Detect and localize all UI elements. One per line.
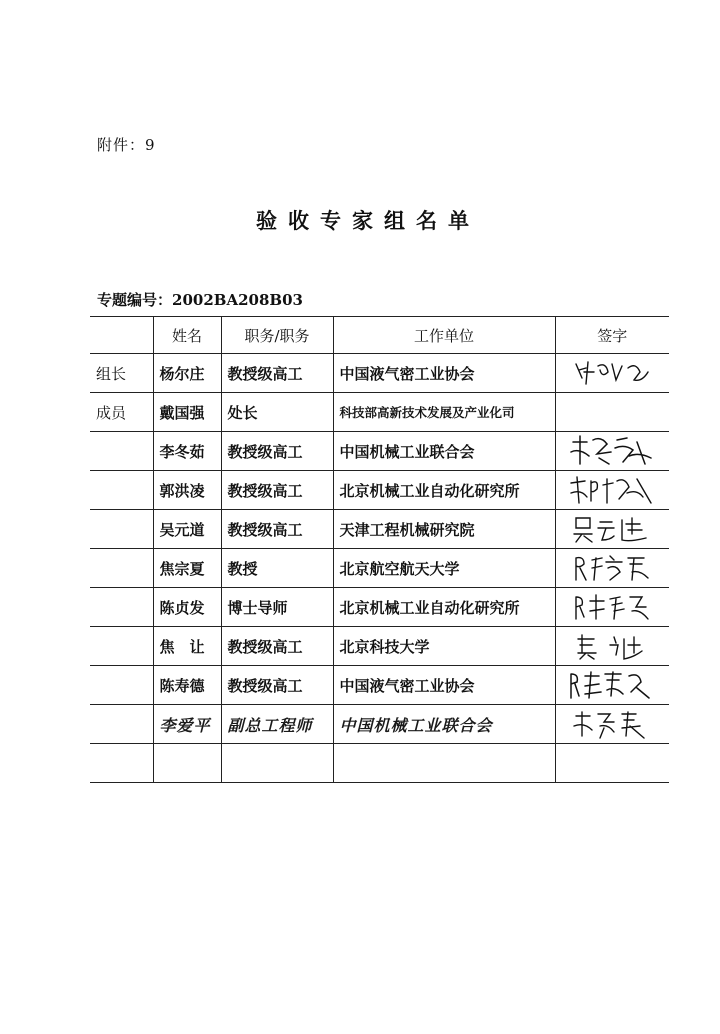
name-cell: 陈寿德 — [153, 666, 221, 705]
position-cell: 博士导师 — [221, 588, 333, 627]
role-cell — [90, 588, 153, 627]
position-cell: 教授级高工 — [221, 627, 333, 666]
handwritten-signature — [570, 552, 654, 584]
table-row — [90, 549, 669, 588]
name-cell: 郭洪凌 — [153, 471, 221, 510]
document-title: 验收专家组名单 — [256, 208, 480, 233]
organization-cell: 北京航空航天大学 — [333, 549, 555, 588]
table-row — [90, 354, 669, 393]
handwritten-signature — [572, 358, 652, 388]
name-cell: 吴元道 — [153, 510, 221, 549]
organization-cell: 天津工程机械研究院 — [333, 510, 555, 549]
table-row — [90, 393, 669, 432]
organization-cell — [333, 744, 555, 783]
role-cell: 组长 — [90, 354, 153, 393]
name-cell: 焦宗夏 — [153, 549, 221, 588]
table-row — [90, 705, 669, 744]
organization-cell: 中国机械工业联合会 — [333, 705, 555, 744]
position-cell: 教授级高工 — [221, 510, 333, 549]
column-header-signature: 签字 — [555, 317, 669, 354]
column-header-position: 职务/职务 — [221, 317, 333, 354]
name-cell: 戴国强 — [153, 393, 221, 432]
table-header-row — [90, 317, 669, 354]
organization-cell: 中国液气密工业协会 — [333, 354, 555, 393]
signature-cell — [555, 666, 669, 705]
organization-cell: 北京机械工业自动化研究所 — [333, 588, 555, 627]
column-header-name: 姓名 — [153, 317, 221, 354]
signature-cell — [555, 627, 669, 666]
handwritten-signature — [567, 473, 657, 507]
signature-cell — [555, 588, 669, 627]
signature-cell — [555, 705, 669, 744]
signature-cell — [555, 354, 669, 393]
position-cell — [221, 744, 333, 783]
table-row — [90, 471, 669, 510]
organization-cell: 北京科技大学 — [333, 627, 555, 666]
position-cell: 教授级高工 — [221, 666, 333, 705]
role-cell: 成员 — [90, 393, 153, 432]
table-row — [90, 510, 669, 549]
table-row — [90, 744, 669, 783]
position-cell: 教授 — [221, 549, 333, 588]
signature-cell — [555, 471, 669, 510]
topic-line — [97, 289, 303, 310]
position-cell: 教授级高工 — [221, 471, 333, 510]
role-cell — [90, 510, 153, 549]
expert-roster-table — [90, 316, 669, 783]
name-cell: 陈贞发 — [153, 588, 221, 627]
organization-cell: 科技部高新技术发展及产业化司 — [333, 393, 555, 432]
name-cell: 李冬茹 — [153, 432, 221, 471]
table-row — [90, 627, 669, 666]
position-cell: 教授级高工 — [221, 354, 333, 393]
organization-cell: 北京机械工业自动化研究所 — [333, 471, 555, 510]
signature-cell — [555, 549, 669, 588]
organization-cell: 中国液气密工业协会 — [333, 666, 555, 705]
role-cell — [90, 744, 153, 783]
table-row — [90, 666, 669, 705]
name-cell — [153, 744, 221, 783]
role-cell — [90, 471, 153, 510]
table-row — [90, 432, 669, 471]
handwritten-signature — [570, 708, 654, 740]
topic-code: 2002BA208B03 — [172, 291, 303, 309]
column-header-organization: 工作单位 — [333, 317, 555, 354]
position-cell: 副总工程师 — [221, 705, 333, 744]
role-cell — [90, 432, 153, 471]
attachment-number: 附件：9 — [97, 136, 156, 154]
name-cell: 杨尔庄 — [153, 354, 221, 393]
role-cell — [90, 549, 153, 588]
role-cell — [90, 666, 153, 705]
name-cell: 李爱平 — [153, 705, 221, 744]
topic-label: 专题编号： — [97, 291, 173, 309]
handwritten-signature — [570, 591, 654, 623]
signature-cell — [555, 432, 669, 471]
signature-cell — [555, 510, 669, 549]
position-cell: 处长 — [221, 393, 333, 432]
handwritten-signature — [570, 631, 654, 661]
handwritten-signature — [567, 668, 657, 702]
signature-cell — [555, 393, 669, 432]
table-row — [90, 588, 669, 627]
position-cell: 教授级高工 — [221, 432, 333, 471]
handwritten-signature — [570, 514, 654, 544]
organization-cell: 中国机械工业联合会 — [333, 432, 555, 471]
role-cell — [90, 705, 153, 744]
column-header-role — [90, 317, 153, 354]
signature-cell — [555, 744, 669, 783]
handwritten-signature — [567, 434, 657, 468]
role-cell — [90, 627, 153, 666]
name-cell: 焦 让 — [153, 627, 221, 666]
